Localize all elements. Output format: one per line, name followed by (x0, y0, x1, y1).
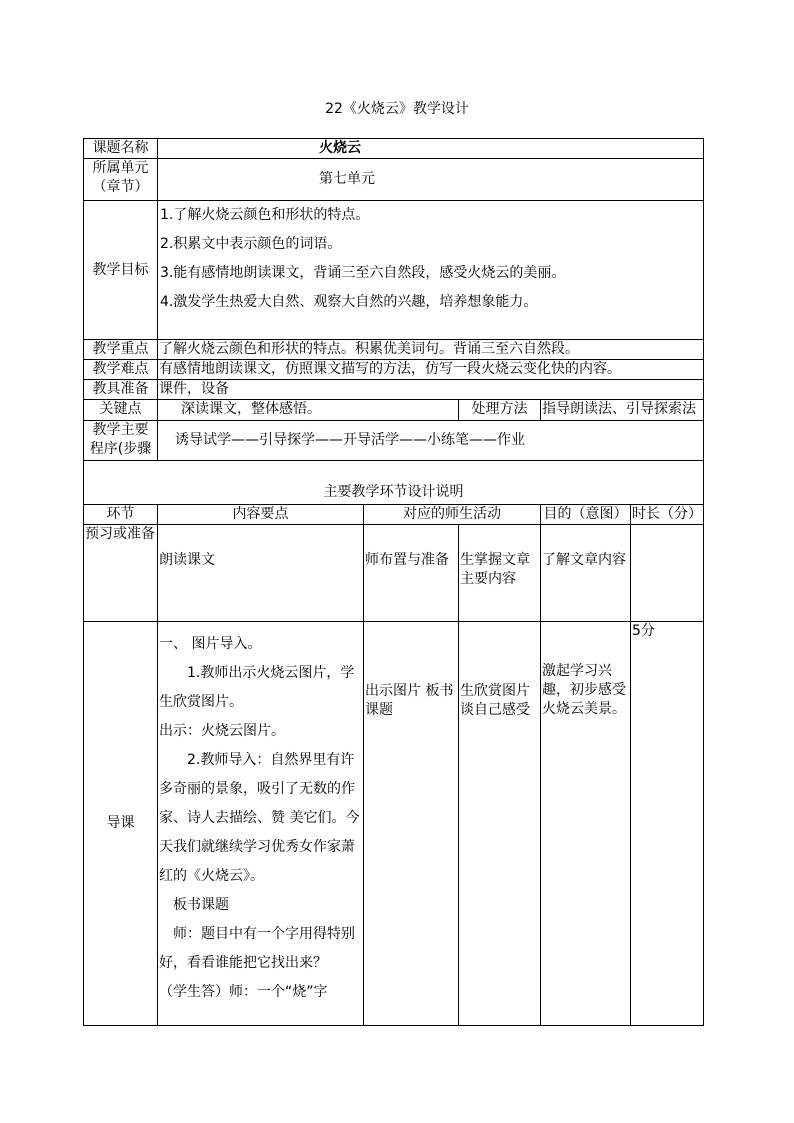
key-label: 教学重点 (84, 340, 158, 360)
content-line: 1.教师出示火烧云图片，学生欣赏图片。 (159, 665, 355, 710)
content-line: 师：题目中有一个字用得特别好，看看谁能把它找出来？ (159, 926, 355, 971)
lesson-plan-table (83, 138, 704, 1026)
difficulty-value: 有感情地朗读课文，仿照课文描写的方法，仿写一段火烧云变化快的内容。 (158, 360, 704, 380)
content-line: 板书课题 (173, 897, 229, 913)
row2-duration: 5分 (631, 622, 704, 1026)
row1-student: 生掌握文章主要内容 (459, 525, 541, 622)
keypoint-label: 关键点 (84, 400, 158, 421)
difficulty-label: 教学难点 (84, 360, 158, 380)
header-activity: 对应的师生活动 (364, 505, 541, 525)
row1-purpose: 了解文章内容 (541, 525, 631, 622)
method-value: 指导朗读法、引导探索法 (541, 400, 704, 421)
header-duration: 时长（分） (631, 505, 704, 525)
content-line: 一、 图片导入。 (159, 636, 262, 652)
procedure-value: 诱导试学——引导探学——开导活学——小练笔——作业 (158, 421, 704, 461)
content-line: （学生答）师：一个“烧”字 (159, 984, 328, 1000)
goal-item: 2.积累文中表示颜色的词语。 (160, 236, 342, 252)
tools-label: 教具准备 (84, 380, 158, 400)
content-line: 2.教师导入：自然界里有许多奇丽的景象，吸引了无数的作家、诗人去描绘、赞 美它们。今天我们就继续学习优秀女作家萧红的《火烧云》。 (159, 752, 360, 884)
keypoint-value: 深读课文，整体感悟。 (158, 400, 459, 421)
row2-purpose: 激起学习兴趣，初步感受火烧云美景。 (541, 622, 631, 1026)
row2-content (158, 622, 364, 1026)
header-purpose: 目的（意图） (541, 505, 631, 525)
goals-list (158, 201, 704, 340)
row2-stage: 导课 (84, 622, 158, 1026)
goal-item: 3.能有感情地朗读课文，背诵三至六自然段，感受火烧云的美丽。 (160, 265, 566, 281)
document-title: 22《火烧云》教学设计 (325, 101, 469, 117)
goals-label: 教学目标 (84, 201, 158, 340)
goal-item: 1.了解火烧云颜色和形状的特点。 (160, 207, 370, 223)
row2-teacher: 出示图片 板书课题 (364, 622, 459, 1026)
key-value: 了解火烧云颜色和形状的特点。积累优美词句。背诵三至六自然段。 (158, 340, 704, 360)
row2-student: 生欣赏图片谈自己感受 (459, 622, 541, 1026)
row1-duration (631, 525, 704, 622)
tools-value: 课件，设备 (158, 380, 704, 400)
content-line: 出示：火烧云图片。 (159, 723, 285, 739)
topic-value: 火烧云 (158, 139, 704, 159)
unit-label: 所属单元 （章节） (84, 159, 158, 201)
method-label: 处理方法 (459, 400, 541, 421)
row1-teacher: 师布置与准备 (364, 525, 459, 622)
header-content: 内容要点 (158, 505, 364, 525)
unit-value: 第七单元 (158, 159, 704, 201)
section-title: 主要教学环节设计说明 (84, 461, 704, 505)
header-stage: 环节 (84, 505, 158, 525)
procedure-label: 教学主要 程序(步骤 (84, 421, 158, 461)
row1-stage: 预习或准备 (84, 525, 158, 622)
row1-content: 朗读课文 (158, 525, 364, 622)
topic-label: 课题名称 (84, 139, 158, 159)
goal-item: 4.激发学生热爱大自然、观察大自然的兴趣，培养想象能力。 (160, 294, 538, 310)
